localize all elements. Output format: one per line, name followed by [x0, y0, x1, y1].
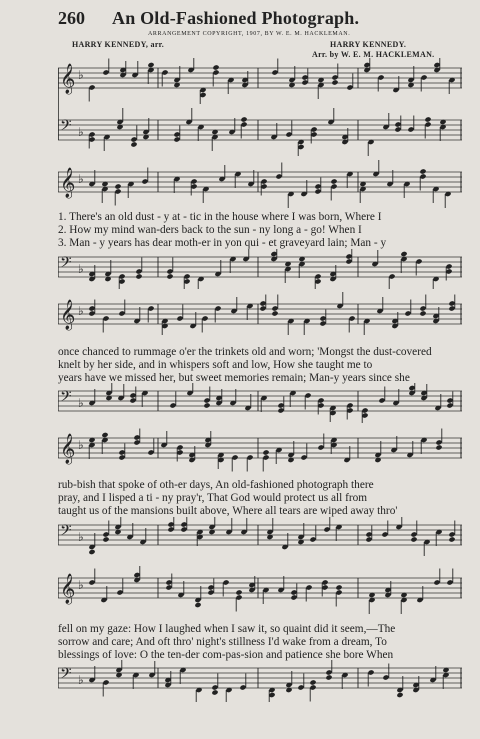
note-head — [325, 674, 332, 680]
note-head — [88, 549, 95, 555]
note-head — [309, 679, 316, 685]
note-head — [419, 168, 426, 174]
treble-staff-2-svg — [58, 290, 462, 344]
treble-staff-lines — [58, 58, 462, 104]
music-staff-treble-3 — [58, 424, 462, 480]
note-head — [212, 64, 219, 70]
hymn-title: An Old-Fashioned Photograph. — [112, 8, 360, 28]
bass-clef-icon: 𝄢 — [60, 665, 72, 686]
note-head — [331, 79, 338, 85]
lyric-line-2-verse-3: years have we missed her, but sweet memories remain; Man-y years since she — [58, 372, 410, 384]
bass-staff-2-svg — [58, 383, 462, 423]
lyric-line-2-verse-2: knelt by her side, and in whispers soft and low, How she taught me to — [58, 359, 373, 371]
bass-staff-lines — [58, 383, 462, 423]
note-head — [424, 116, 431, 122]
flat-key-signature-icon: ♭ — [78, 438, 84, 452]
flat-key-signature-icon: ♭ — [78, 396, 84, 410]
flat-key-signature-icon: ♭ — [78, 172, 84, 186]
treble-staff-3-svg — [58, 424, 462, 480]
note-head — [194, 602, 201, 608]
bass-staff-lines — [58, 249, 462, 289]
lyric-line-1-verse-3: 3. Man - y years has dear moth-er in yon qui - et graveyard lain; Man - y — [58, 237, 387, 249]
flat-key-signature-icon: ♭ — [78, 578, 84, 592]
music-staff-bass-2 — [58, 383, 462, 423]
composer-credit: HARRY KENNEDY. — [330, 40, 407, 49]
lyric-line-2-verse-1: once chanced to rummage o'er the trinkets old and worn; 'Mongst the dust-covered — [58, 346, 432, 358]
music-staff-intro — [58, 58, 462, 156]
note-head — [130, 141, 137, 147]
treble-staff-lines — [58, 429, 462, 472]
treble-clef-icon: 𝄞 — [60, 64, 76, 94]
note-head — [330, 178, 337, 184]
note-head — [101, 432, 108, 438]
flat-key-signature-icon: ♭ — [78, 125, 84, 139]
treble-staff-lines — [58, 160, 462, 208]
flat-key-signature-icon: ♭ — [78, 68, 84, 82]
lyric-line-3-verse-1: rub-bish that spoke of oth-er days, An old-fashioned photograph there — [58, 479, 374, 491]
treble-staff-1-svg — [58, 158, 462, 212]
note-head — [147, 62, 154, 68]
treble-clef-icon: 𝄞 — [60, 168, 76, 198]
note-head — [410, 536, 417, 542]
treble-clef-icon: 𝄞 — [60, 434, 76, 464]
bass-staff-3-svg — [58, 517, 462, 557]
note-head — [135, 273, 142, 279]
bass-staff-lines — [58, 108, 462, 156]
flat-key-signature-icon: ♭ — [78, 673, 84, 687]
note-head — [102, 536, 109, 542]
note-head — [435, 444, 442, 450]
note-head — [203, 402, 210, 408]
note-head — [271, 310, 278, 316]
bass-staff-4-svg — [58, 660, 462, 702]
treble-clef-icon: 𝄞 — [60, 574, 76, 604]
note-head — [240, 116, 247, 122]
arranger-credit: Arr. by W. E. M. HACKLEMAN. — [312, 50, 435, 59]
note-head — [396, 692, 403, 698]
lyric-line-3-verse-3: taught us of the mansions built above, Where all tears are wiped away thro' — [58, 505, 398, 517]
music-staff-bass-4 — [58, 660, 462, 702]
treble-staff-4-svg — [58, 564, 462, 620]
flat-key-signature-icon: ♭ — [78, 262, 84, 276]
music-staff-treble-1 — [58, 158, 462, 212]
note-head — [235, 589, 242, 595]
bass-staff-lines — [58, 517, 462, 556]
lyric-line-4-verse-1: fell on my gaze: How I laughed when I saw it, so quaint did it seem,—The — [58, 623, 396, 635]
note-head — [400, 251, 407, 257]
flat-key-signature-icon: ♭ — [78, 304, 84, 318]
lyric-line-4-verse-2: sorrow and care; And oft thro' night's stillness I'd wake from a dream, To — [58, 636, 387, 648]
hymn-number: 260 — [58, 8, 85, 28]
grand-staff-intro-svg — [58, 58, 462, 156]
lyric-line-1-verse-1: 1. There's an old dust - y at - tic in the house where I was born, Where I — [58, 211, 382, 223]
arranger-left: HARRY KENNEDY, arr. — [72, 40, 165, 49]
music-staff-treble-2 — [58, 290, 462, 344]
music-staff-bass-1 — [58, 249, 462, 289]
bass-staff-lines — [58, 660, 462, 702]
bass-clef-icon: 𝄢 — [60, 117, 72, 138]
bass-clef-icon: 𝄢 — [60, 522, 72, 543]
note-head — [419, 310, 426, 316]
treble-staff-lines — [58, 566, 462, 614]
lyric-line-4-verse-3: blessings of love: O the ten-der com-pas-sion and patience she bore When — [58, 649, 394, 661]
note-head — [262, 449, 269, 455]
note-head — [166, 273, 173, 279]
treble-clef-icon: 𝄞 — [60, 300, 76, 330]
note-head — [114, 183, 121, 189]
flat-key-signature-icon: ♭ — [78, 530, 84, 544]
bass-clef-icon: 𝄢 — [60, 254, 72, 275]
treble-staff-lines — [58, 292, 462, 335]
bass-clef-icon: 𝄢 — [60, 388, 72, 409]
lyric-line-1-verse-2: 2. How my mind wan-ders back to the sun - ny long a - go! When I — [58, 224, 362, 236]
note-head — [335, 584, 342, 590]
bass-staff-1-svg — [58, 249, 462, 289]
copyright-line: ARRANGEMENT COPYRIGHT, 1907, BY W. E. M. HACKLEMAN. — [148, 31, 351, 37]
music-staff-treble-4 — [58, 564, 462, 620]
note-head — [211, 689, 218, 695]
music-staff-bass-3 — [58, 517, 462, 557]
note-head — [448, 536, 455, 542]
lyric-line-3-verse-2: pray, and I lisped a ti - ny pray'r, That God would protect us all from — [58, 492, 368, 504]
